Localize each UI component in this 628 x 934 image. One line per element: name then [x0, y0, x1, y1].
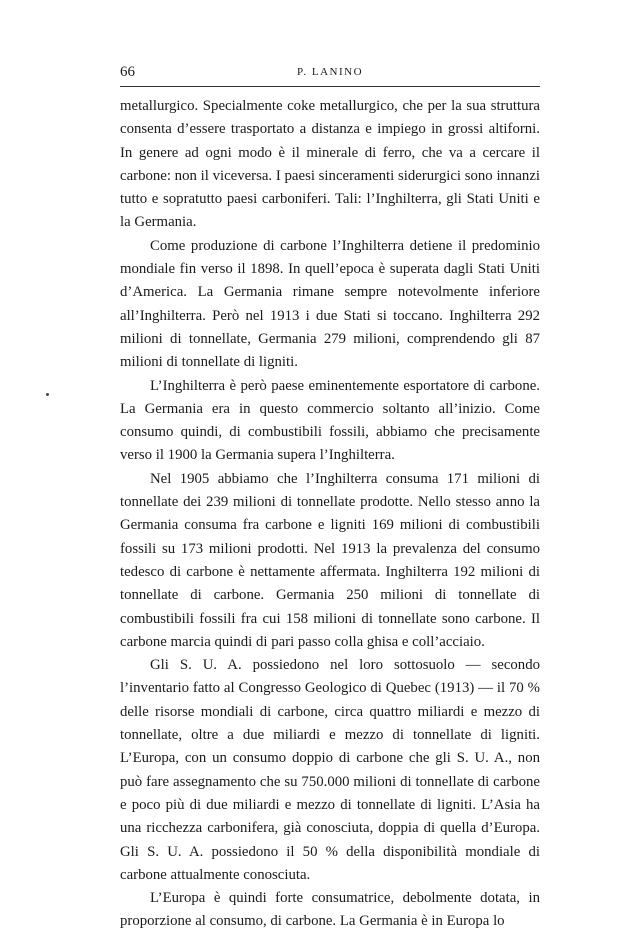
paragraph-4: Nel 1905 abbiamo che l’Inghilterra consuma 171 milioni di tonnellate dei 239 milioni di tonnellate prodotte. Nello stesso anno la Germania consuma fra carbone e ligniti 169 milioni di combustibili fossili su 173 milioni prodotti. Nel 1913 la prevalenza del consumo tedesco di carbone è nettamente affermata. Inghilterra 192 milioni di tonnellate di carbone. Germania 250 milioni di tonnellate di combustibili fossili fra cui 158 milioni di tonnellate sono carbone. Il carbone marcia quindi di pari passo colla ghisa e coll’acciaio.: [120, 470, 540, 650]
paragraph-1: metallurgico. Specialmente coke metallurgico, che per la sua struttura consenta d’essere trasportato a distanza e impiego in grossi altiforni. In genere ad ogni modo è il minerale di ferro, che va a cercare il carbone: non il viceversa. I paesi sinceramenti siderurgici sono innanzi tutto e sopratutto paesi carboniferi. Tali: l’Inghilterra, gli Stati Uniti e la Germania.: [120, 98, 540, 231]
header-rule: [120, 86, 540, 87]
paragraph-3: L’Inghilterra è però paese eminentemente esportatore di carbone. La Germania era in questo commercio soltanto all’inizio. Come consumo quindi, di combustibili fossili, abbiamo che precisamente verso il 1900 la Germania supera l’Inghilterra.: [120, 377, 540, 464]
paragraph-2: Come produzione di carbone l’Inghilterra detiene il predominio mondiale fin verso il 1898. In quell’epoca è superata dagli Stati Uniti d’America. La Germania rimane sempre notevolmente inferiore all’Inghilterra. Però nel 1913 i due Stati si toccano. Inghilterra 292 milioni di tonnellate, Germania 279 milioni, comprendendo gli 87 milioni di tonnellate di ligniti.: [120, 237, 540, 371]
book-page: [120, 62, 540, 930]
body-text: [120, 95, 540, 934]
paragraph-5: Gli S. U. A. possiedono nel loro sottosuolo — secondo l’inventario fatto al Congresso Geologico di Quebec (1913) — il 70 % delle risorse mondiali di carbone, circa quattro miliardi e mezzo di tonnellate, oltre a due miliardi e mezzo di tonnellate di ligniti. L’Europa, con un consumo doppio di carbone che gli S. U. A., non può fare assegnamento che su 750.000 milioni di tonnellate di carbone e poco più di due miliardi e mezzo di tonnellate di ligniti. L’Asia ha una ricchezza carbonifera, già conosciuta, doppia di quella d’Europa. Gli S. U. A. possiedono il 50 % della disponibilità mondiale di carbone attualmente conosciuta.: [120, 657, 540, 883]
running-head: P. LANINO: [296, 66, 364, 78]
page-header: [120, 62, 540, 84]
paragraph-6: L’Europa è quindi forte consumatrice, debolmente dotata, in proporzione al consumo, di carbone. La Germania è in Europa lo: [120, 890, 540, 930]
page-number: 66: [120, 64, 135, 80]
ink-speck: [46, 393, 49, 396]
